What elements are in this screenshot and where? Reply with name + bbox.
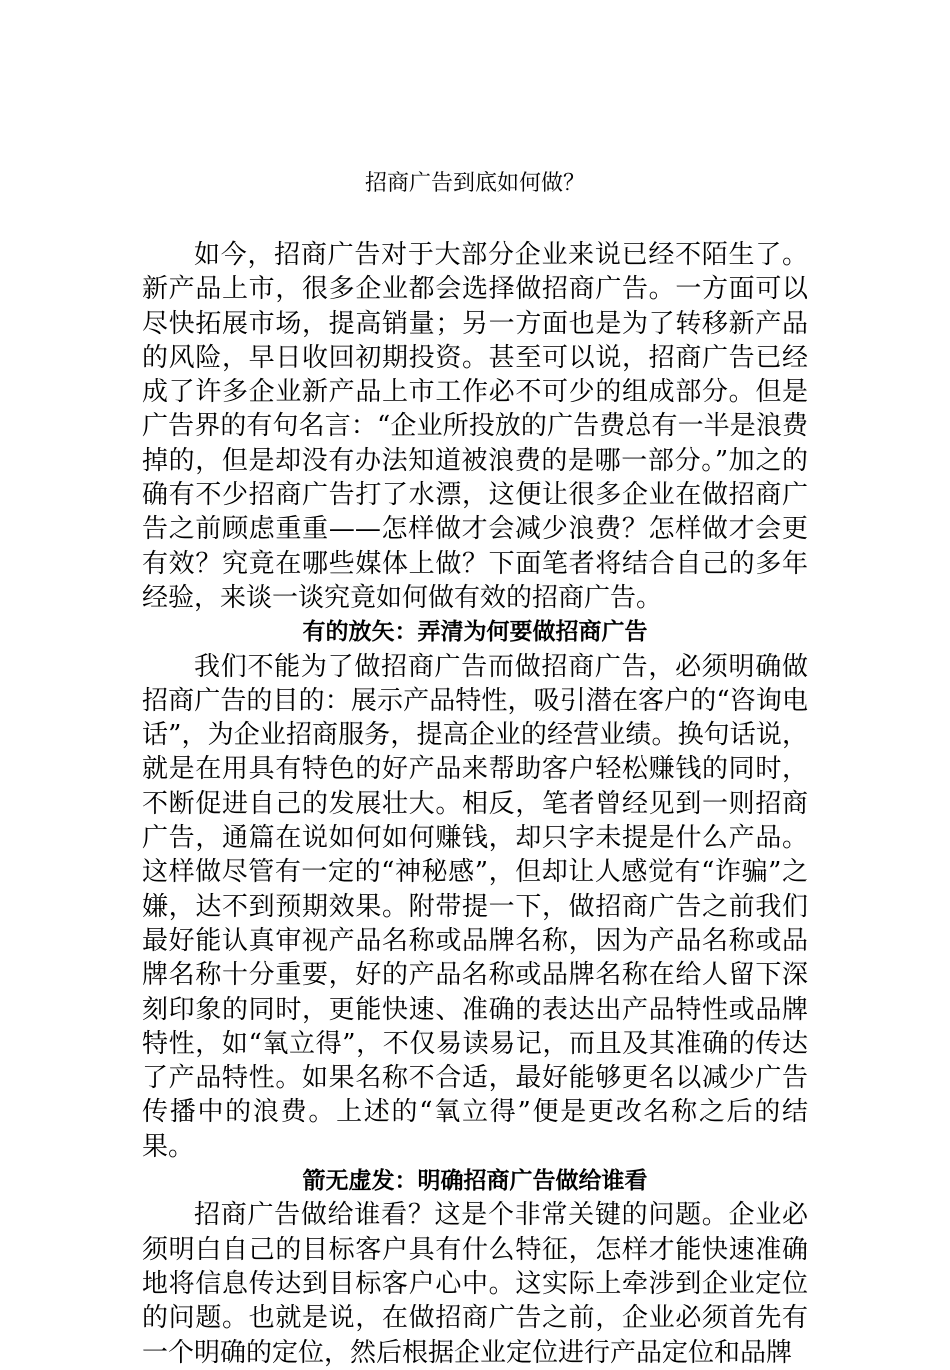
intro-paragraph: 如今，招商广告对于大部分企业来说已经不陌生了。新产品上市，很多企业都会选择做招商广告。一方面可以尽快拓展市场，提高销量；另一方面也是为了转移新产品的风险，早日收回初期投资。甚至可以说，招商广告已经成了许多企业新产品上市工作必不可少的组成部分。但是广告界的有句名言：“企业所投放的广告费总有一半是浪费掉的，但是却没有办法知道被浪费的是哪一部分。”加之的确有不少招商广告打了水漂，这便让很多企业在做招商广告之前顾虑重重——怎样做才会减少浪费？怎样做才会更有效？究竟在哪些媒体上做？下面笔者将结合自己的多年经验，来谈一谈究竟如何做有效的招商广告。 xyxy=(142,240,808,613)
section-heading-purpose: 有的放矢：弄清为何要做招商广告 xyxy=(302,618,648,646)
section-paragraph-purpose: 我们不能为了做招商广告而做招商广告，必须明确做招商广告的目的：展示产品特性，吸引潜在客户的“咨询电话”，为企业招商服务，提高企业的经营业绩。换句话说，就是在用具有特色的好产品来帮助客户轻松赚钱的同时，不断促进自己的发展壮大。相反，笔者曾经见到一则招商广告，通篇在说如何如何赚钱，却只字未提是什么产品。这样做尽管有一定的“神秘感”，但却让人感觉有“诈骗”之嫌，达不到预期效果。附带提一下，做招商广告之前我们最好能认真审视产品名称或品牌名称，因为产品名称或品牌名称十分重要，好的产品名称或品牌名称在给人留下深刻印象的同时，更能快速、准确的表达出产品特性或品牌特性，如“氧立得”，不仅易读易记，而且及其准确的传达了产品特性。如果名称不合适，最好能够更名以减少广告传播中的浪费。上述的“氧立得”便是更改名称之后的结果。 xyxy=(142,651,808,1162)
section-heading-audience: 箭无虚发：明确招商广告做给谁看 xyxy=(302,1167,648,1195)
section-paragraph-audience: 招商广告做给谁看？这是个非常关键的问题。企业必须明白自己的目标客户具有什么特征，怎样才能快速准确地将信息传达到目标客户心中。这实际上牵涉到企业定位的问题。也就是说，在做招商广告之前，企业必须首先有一个明确的定位，然后根据企业定位进行产品定位和品牌 xyxy=(142,1200,808,1368)
document-title: 招商广告到底如何做？ xyxy=(364,171,585,196)
document-body xyxy=(142,238,808,1370)
